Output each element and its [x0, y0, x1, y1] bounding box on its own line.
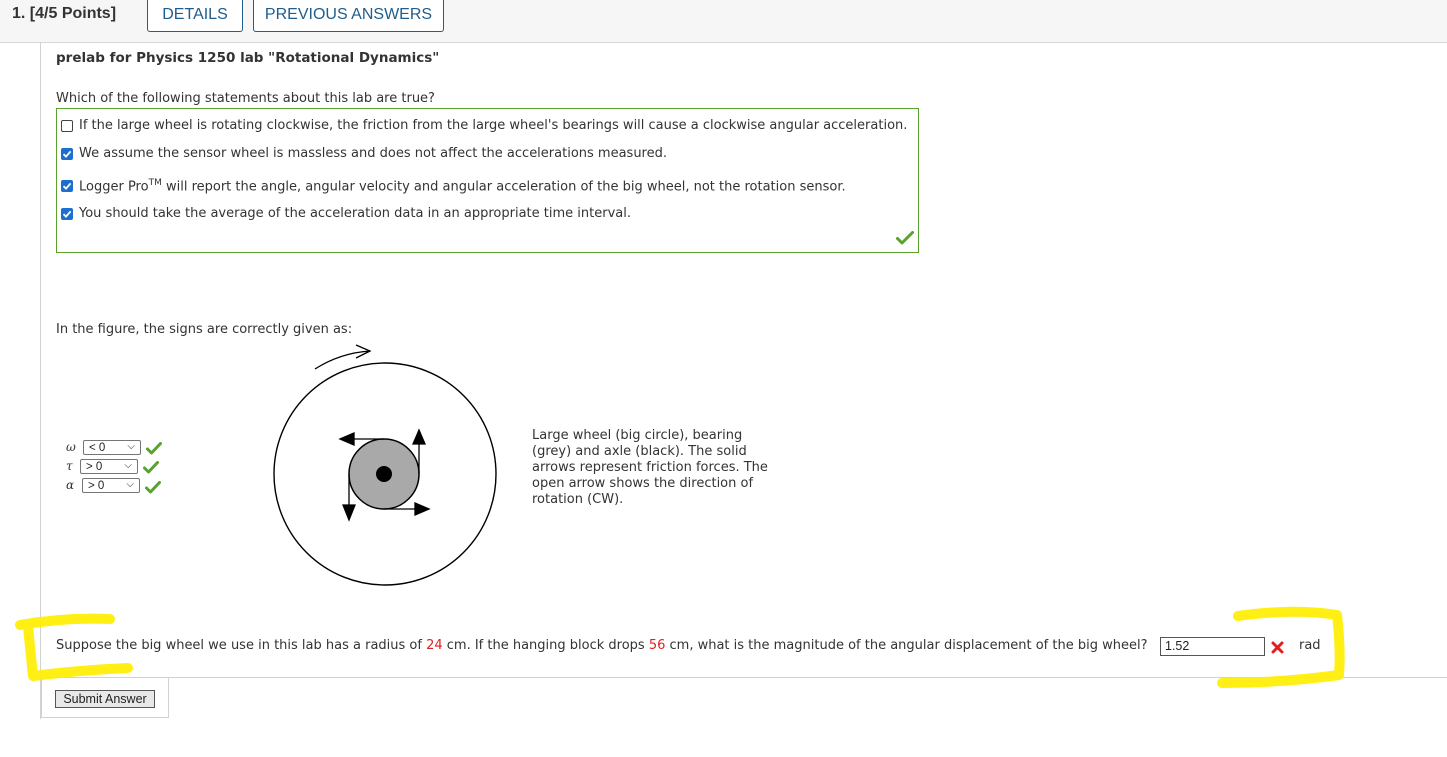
alpha-sign-select[interactable]: [82, 478, 140, 493]
rotation-figure: [260, 340, 510, 600]
previous-answers-button[interactable]: PREVIOUS ANSWERS: [253, 0, 444, 32]
option-2[interactable]: [61, 146, 667, 161]
omega-select-value: < 0: [89, 441, 106, 454]
alpha-symbol: α: [66, 478, 75, 492]
highlight-annotations: [0, 600, 1447, 700]
option-3-label-pre: Logger Pro: [79, 179, 149, 195]
checkmark-icon: [62, 181, 72, 191]
part1-prompt: Which of the following statements about this lab are true?: [56, 91, 435, 106]
question-number-points: [12, 5, 116, 23]
highlight-stroke-left-bracket: [28, 627, 128, 676]
option-3-checkbox[interactable]: [61, 180, 73, 192]
chevron-down-icon: ⌵: [124, 460, 132, 471]
option-3-label: [79, 178, 846, 194]
chevron-down-icon: ⌵: [126, 479, 134, 490]
question-number: 1.: [12, 5, 26, 22]
option-4-label: You should take the average of the acceleration data in an appropriate time interval.: [79, 206, 631, 221]
part3-text-a: Suppose the big wheel we use in this lab has a radius of: [56, 638, 427, 653]
option-1-checkbox[interactable]: [61, 120, 73, 132]
unit-label: rad: [1299, 638, 1321, 653]
option-3-label-post: will report the angle, angular velocity and angular acceleration of the big wheel, not the rotation sensor.: [161, 179, 846, 195]
details-button[interactable]: DETAILS: [147, 0, 243, 32]
highlight-stroke-right-bracket: [1222, 612, 1340, 683]
chevron-down-icon: ⌵: [127, 441, 135, 452]
axle-dot: [376, 466, 392, 482]
figure-caption: Large wheel (big circle), bearing (grey) and axle (black). The solid arrows represent friction forces. The open arrow shows the direction of rotation (CW).: [532, 428, 768, 507]
omega-symbol: ω: [66, 440, 76, 454]
drop-value: 56: [648, 638, 666, 653]
submit-answer-button[interactable]: Submit Answer: [55, 690, 155, 708]
checkmark-icon: [62, 149, 72, 159]
correct-checkmark-icon: [146, 442, 162, 455]
option-2-label: We assume the sensor wheel is massless and does not affect the accelerations measured.: [79, 146, 667, 161]
option-4[interactable]: [61, 206, 631, 221]
option-1-label: If the large wheel is rotating clockwise, the friction from the large wheel's bearings will cause a clockwise angular acceleration.: [79, 118, 908, 133]
angular-displacement-input[interactable]: 1.52: [1160, 637, 1265, 656]
highlight-stroke-left-top: [20, 619, 110, 625]
part2-prompt: In the figure, the signs are correctly given as:: [56, 322, 353, 337]
tau-symbol: τ: [66, 459, 73, 473]
radius-value: 24: [426, 638, 443, 653]
alpha-select-value: > 0: [88, 479, 105, 492]
trademark-superscript: TM: [148, 178, 162, 188]
correct-checkmark-icon: [143, 461, 159, 474]
checkmark-icon: [62, 209, 72, 219]
part3-text-b: cm. If the hanging block drops: [442, 638, 649, 653]
tau-sign-select[interactable]: [80, 459, 138, 474]
points-label: [4/5 Points]: [29, 5, 117, 22]
option-4-checkbox[interactable]: [61, 208, 73, 220]
option-2-checkbox[interactable]: [61, 148, 73, 160]
question-title: prelab for Physics 1250 lab "Rotational Dynamics": [56, 50, 440, 66]
option-1[interactable]: [61, 118, 907, 133]
correct-checkmark-icon: [896, 231, 914, 245]
tau-select-value: > 0: [86, 460, 103, 473]
part3-text-c: cm, what is the magnitude of the angular displacement of the big wheel?: [665, 638, 1148, 653]
option-3[interactable]: [61, 178, 846, 194]
correct-checkmark-icon: [145, 481, 161, 494]
omega-sign-select[interactable]: [83, 440, 141, 455]
